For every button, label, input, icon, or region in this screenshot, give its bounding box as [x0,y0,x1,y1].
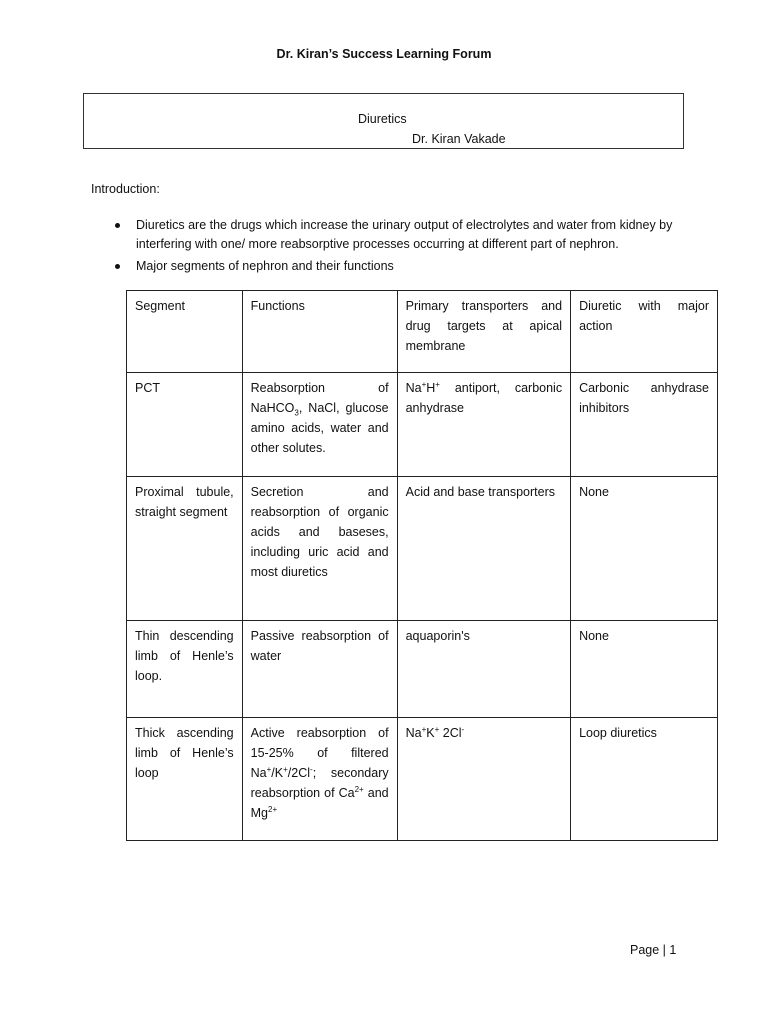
page-number: Page | 1 [630,943,677,957]
transporters-cell: Na+H+ antiport, carbonic anhydrase [397,373,570,477]
nephron-segments-table [126,290,718,841]
diuretic-cell: Carbonic anhydrase inhibitors [571,373,718,477]
bullet-item [113,216,693,254]
functions-cell: Passive reabsorption of water [242,621,397,718]
bullet-icon [115,223,120,228]
functions-cell: Secretion and reabsorption of organic acids and baseses, including uric acid and most diuretics [242,477,397,621]
segment-cell: PCT [127,373,243,477]
bullet-item [113,257,693,276]
transporters-cell: Acid and base transporters [397,477,570,621]
diuretic-cell: None [571,621,718,718]
table-row [127,477,718,621]
segment-cell: Proximal tubule, straight segment [127,477,243,621]
document-title: Diuretics [358,112,407,126]
header-cell-functions: Functions [242,291,397,373]
functions-cell: Reabsorption of NaHCO$_3$, NaCl, glucose amino acids, water and other solutes. [242,373,397,477]
title-box [83,93,684,149]
transporters-cell: aquaporin's [397,621,570,718]
table-row [127,718,718,841]
page-header: Dr. Kiran’s Success Learning Forum [276,47,492,61]
header-cell-diuretic: Diuretic with major action [571,291,718,373]
functions-cell: Active reabsorption of 15-25% of filtered Na+/K+/2Cl-; secondary reabsorption of $Ca^{2+}$ and $Mg^{2+}$ [242,718,397,841]
document-author: Dr. Kiran Vakade [412,132,506,146]
bullet-list [113,216,693,279]
diuretic-cell: None [571,477,718,621]
bullet-text: Diuretics are the drugs which increase the urinary output of electrolytes and water from kidney by interfering with one/ more reabsorptive processes occurring at different part of nephron. [136,218,673,251]
table-row [127,373,718,477]
segment-cell: Thin descending limb of Henle’s loop. [127,621,243,718]
header-cell-segment: Segment [127,291,243,373]
transporters-cell: Na+K+ 2Cl- [397,718,570,841]
bullet-text: Major segments of nephron and their functions [136,259,394,273]
header-cell-transporters: Primary transporters and drug targets at apical membrane [397,291,570,373]
table-header-row [127,291,718,373]
diuretic-cell: Loop diuretics [571,718,718,841]
bullet-icon [115,264,120,269]
table-row [127,621,718,718]
segment-cell: Thick ascending limb of Henle’s loop [127,718,243,841]
section-heading: Introduction: [91,182,160,196]
